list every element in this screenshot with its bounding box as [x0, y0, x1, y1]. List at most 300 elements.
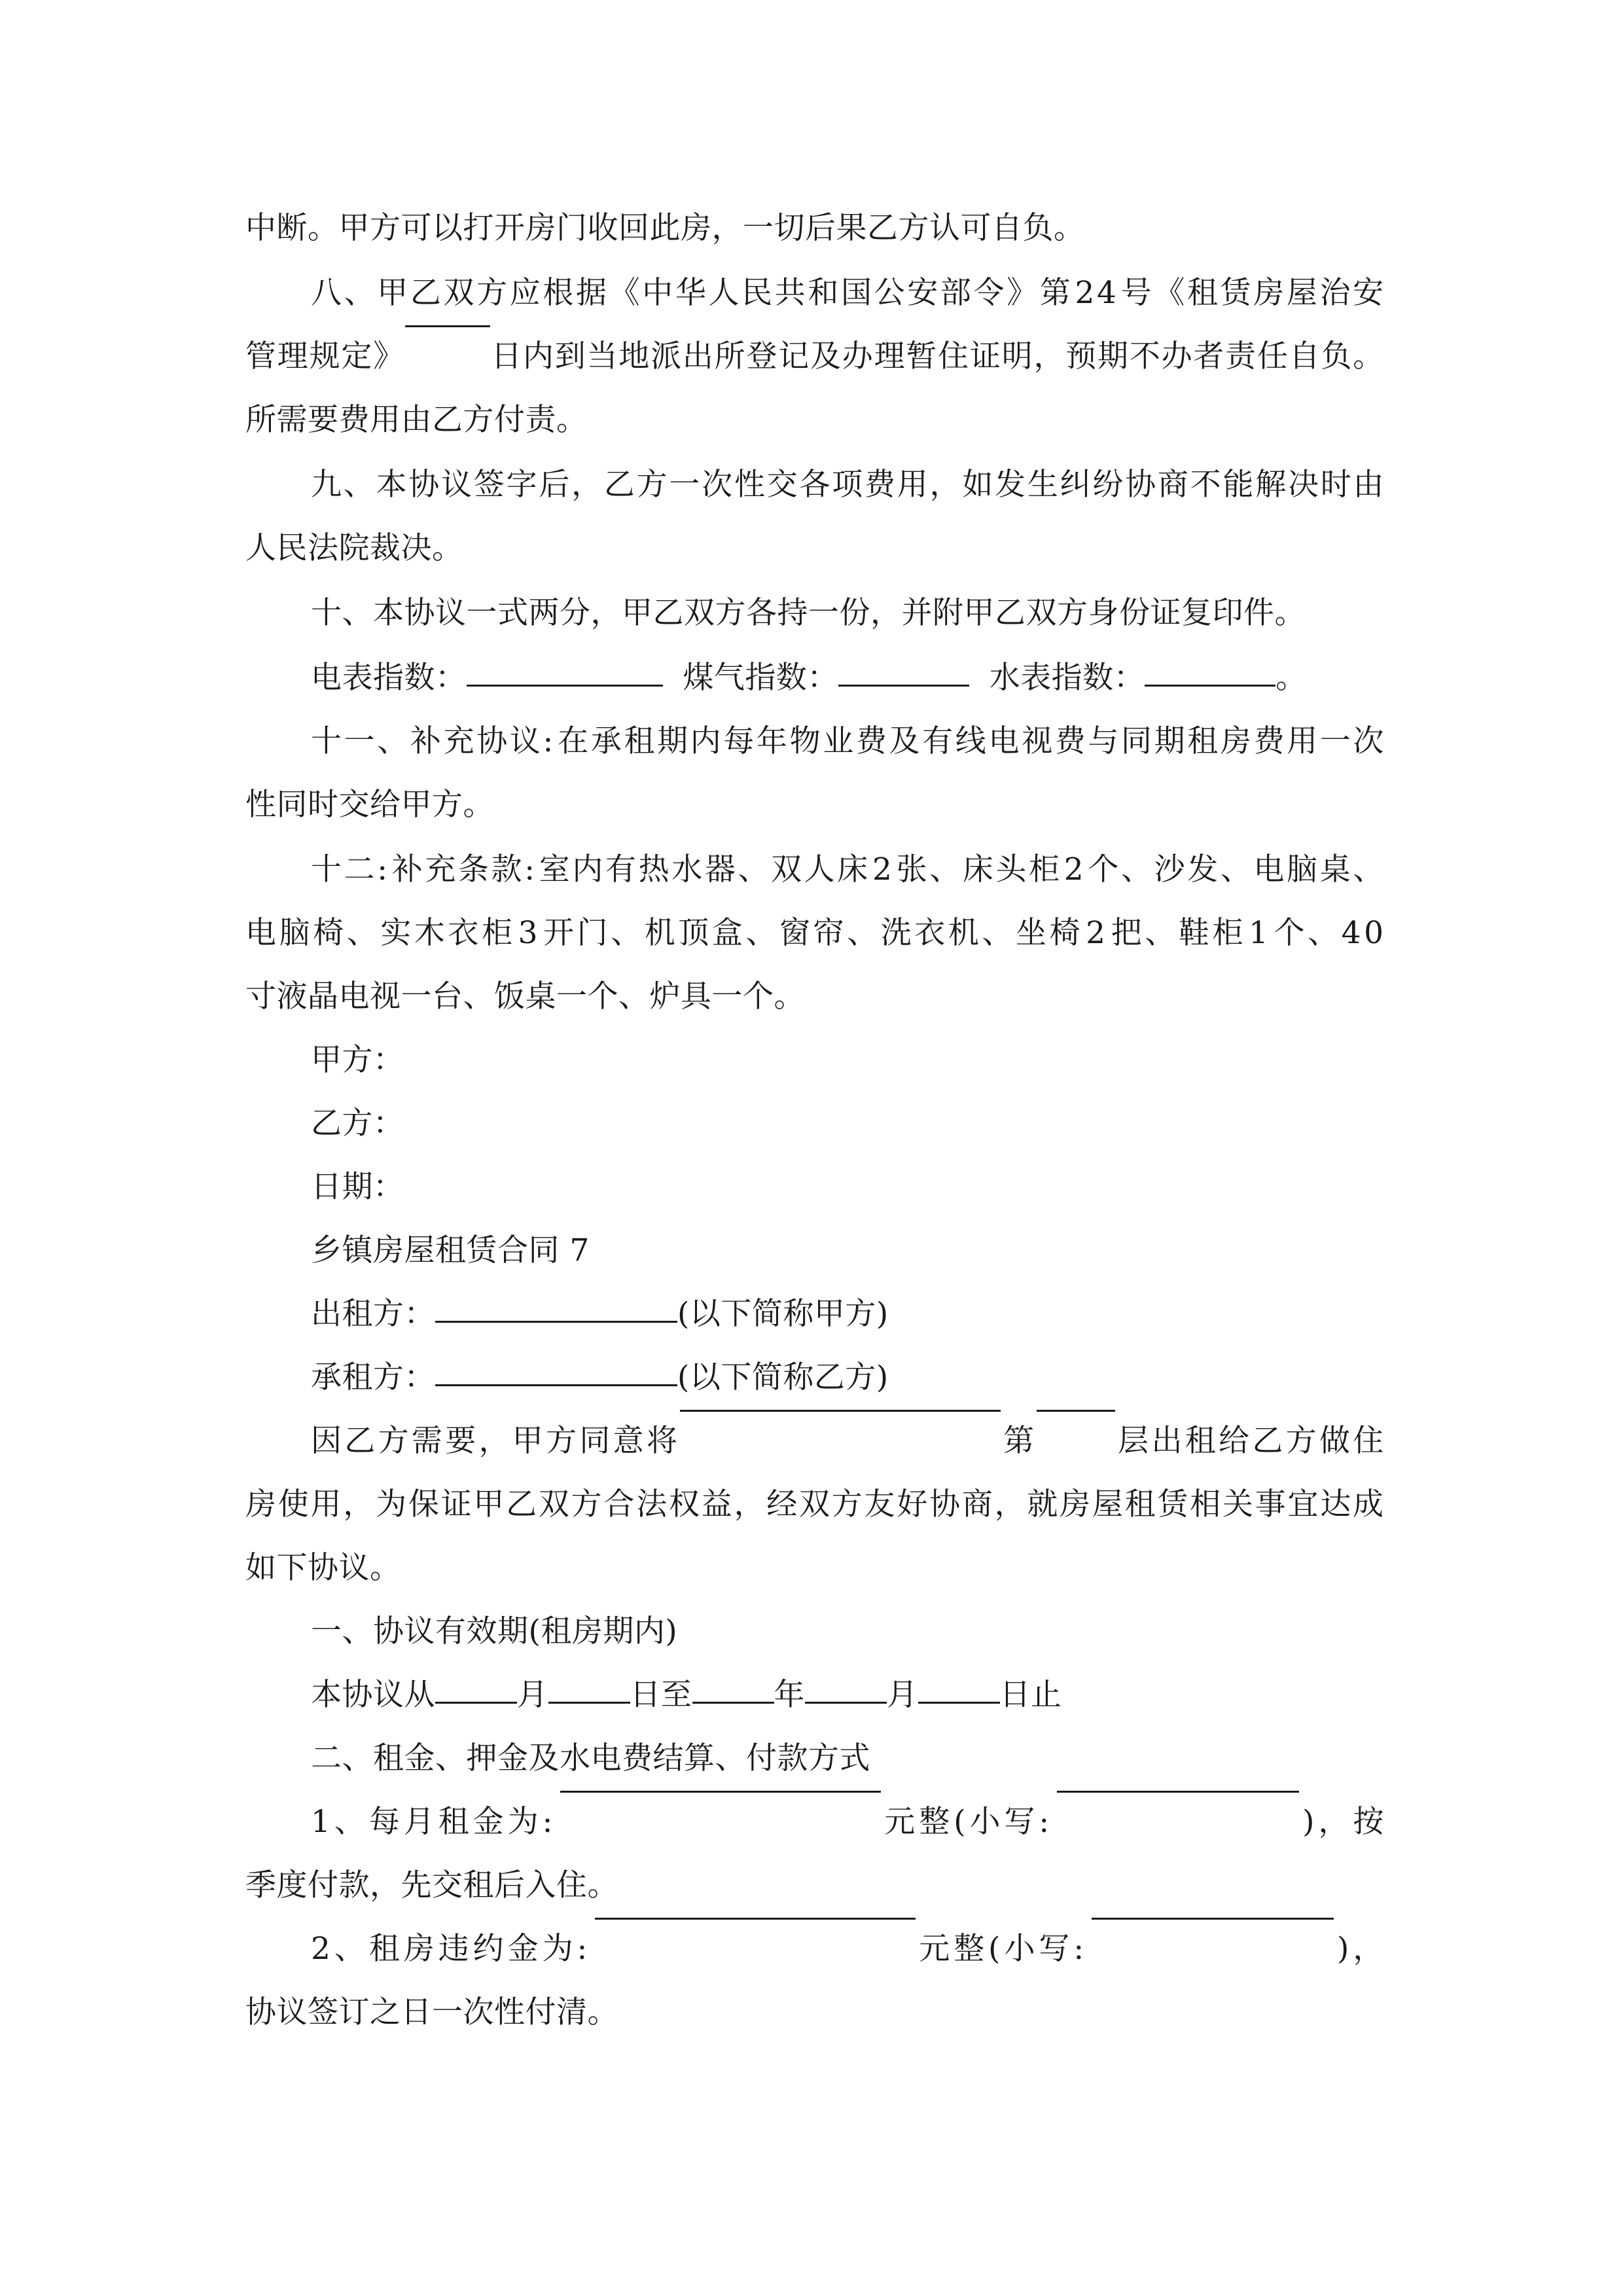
text-char: 决 [1287, 467, 1319, 503]
text-char: 内 [690, 723, 722, 759]
fill-in-blank[interactable] [435, 1320, 677, 1323]
text-char: 个 [1274, 915, 1306, 951]
fill-in-blank[interactable] [1057, 1790, 1299, 1793]
text-char: 方 [831, 1486, 863, 1522]
text-char: ( [954, 1804, 967, 1840]
text-char: 乙 [506, 1486, 537, 1522]
text-char: 2 [1063, 852, 1084, 888]
text-char: 办 [1161, 338, 1193, 374]
fill-in-blank[interactable] [435, 1384, 677, 1386]
fill-in-blank[interactable] [918, 1701, 1000, 1704]
text-char: 赁 [1220, 275, 1252, 311]
text-segment: 如下协议。 [245, 1550, 401, 1586]
text-char: 床 [837, 852, 868, 888]
text-char: 、 [982, 915, 1013, 951]
text-char: 方 [476, 275, 508, 311]
text-char: 期 [1097, 338, 1129, 374]
text-char: 租 [1185, 1423, 1217, 1459]
text-char: 2 [1075, 275, 1095, 311]
text-char: 乙 [410, 275, 442, 311]
text-char: 需 [411, 1423, 443, 1459]
text-char: 、 [1145, 915, 1176, 951]
text-char: 2 [1086, 915, 1106, 951]
text-char: 电 [1253, 852, 1285, 888]
text-char: : [542, 1804, 553, 1840]
text-char: 。 [1353, 338, 1384, 374]
text-char: 双 [443, 275, 474, 311]
text-char: 第 [1003, 1423, 1035, 1459]
text-char: 发 [1187, 852, 1219, 888]
text-char: 共 [774, 275, 806, 311]
text-line [245, 1854, 1384, 1917]
text-char: 安 [907, 275, 938, 311]
text-char: 办 [842, 338, 874, 374]
text-char: 不 [1190, 467, 1222, 503]
text-char: 本 [376, 467, 408, 503]
text-char: 洗 [880, 915, 912, 951]
text-char: 3 [518, 915, 538, 951]
fill-in-blank[interactable] [1145, 684, 1275, 687]
text-char: 柜 [1212, 915, 1243, 951]
text-segment: 本协议从 [311, 1677, 435, 1713]
fill-in-blank[interactable] [805, 1701, 887, 1704]
text-char: 自 [1289, 338, 1321, 374]
text-char: 费 [1253, 723, 1285, 759]
text-char: 按 [1353, 1804, 1384, 1840]
text-char: 《 [609, 275, 641, 311]
text-char: 到 [554, 338, 586, 374]
text-char: 热 [638, 852, 670, 888]
text-char: 据 [576, 275, 607, 311]
text-char: 签 [473, 467, 505, 503]
text-segment: 日至 [630, 1677, 692, 1713]
text-segment: 日止 [999, 1677, 1062, 1713]
text-char: 纠 [1060, 467, 1092, 503]
text-char: 、 [334, 1931, 366, 1967]
text-segment: 甲方： [311, 1042, 404, 1078]
text-char: 》 [373, 338, 404, 374]
text-char: 第 [1039, 275, 1071, 311]
text-char: 电 [988, 723, 1020, 759]
text-char: 期 [657, 723, 688, 759]
text-char: 、 [343, 467, 375, 503]
text-char: 理 [874, 338, 906, 374]
text-char: 预 [1065, 338, 1097, 374]
text-char: 意 [613, 1423, 645, 1459]
text-char: 房 [245, 1486, 277, 1522]
text-char: 为 [376, 1486, 407, 1522]
text-char: 租 [438, 1804, 470, 1840]
text-char: 方 [1285, 1423, 1317, 1459]
text-char: 整 [954, 1931, 985, 1967]
text-char: 次 [1353, 723, 1384, 759]
text-char: 八 [311, 275, 342, 311]
text-char: 有 [922, 723, 954, 759]
text-char: 国 [841, 275, 872, 311]
text-char: 个 [1088, 852, 1119, 888]
text-line [245, 1346, 1384, 1409]
text-char: 定 [341, 338, 372, 374]
text-line [245, 1600, 1384, 1663]
document-body [245, 196, 1384, 2044]
text-char: 由 [1353, 467, 1384, 503]
text-line [245, 838, 1384, 901]
fill-in-blank[interactable] [692, 1701, 774, 1704]
text-char: 实 [380, 915, 412, 951]
text-line [245, 1917, 1384, 1981]
text-char: 房 [1220, 723, 1252, 759]
text-char: 张 [896, 852, 928, 888]
text-line [245, 453, 1384, 516]
text-char: 4 [1341, 915, 1362, 951]
text-char: 、 [1220, 852, 1252, 888]
text-char: 及 [889, 723, 921, 759]
text-segment: 二、租金、押金及水电费结算、付款方式 [311, 1740, 870, 1776]
text-char: 人 [708, 275, 740, 311]
text-char: 元 [919, 1931, 950, 1967]
text-char: 》 [1007, 275, 1038, 311]
text-char: 椅 [1049, 915, 1081, 951]
text-char: 登 [746, 338, 777, 374]
text-char: 项 [832, 467, 863, 503]
fill-in-blank[interactable] [1037, 1409, 1115, 1412]
text-char: 好 [897, 1486, 928, 1522]
text-char: : [1073, 1931, 1084, 1967]
text-char: 脑 [1287, 852, 1318, 888]
text-char: 期 [1154, 723, 1186, 759]
fill-in-blank[interactable] [595, 1917, 916, 1920]
text-line [245, 646, 1384, 709]
text-char: 商 [961, 1486, 993, 1522]
text-char: 写 [1004, 1804, 1035, 1840]
text-char: 安 [1353, 275, 1384, 311]
text-char: 、 [929, 852, 961, 888]
text-segment: 日期： [311, 1169, 404, 1205]
text-char: 华 [675, 275, 707, 311]
fill-in-blank[interactable] [435, 1701, 517, 1704]
text-char: 根 [543, 275, 574, 311]
text-char: 、 [334, 1804, 366, 1840]
text-char: 充 [443, 723, 475, 759]
text-char: 保 [408, 1486, 440, 1522]
text-char: 同 [579, 1423, 611, 1459]
text-char: 令 [973, 275, 1005, 311]
text-char: 方 [546, 1423, 577, 1459]
text-char: : [524, 852, 535, 888]
text-char: 双 [538, 1486, 570, 1522]
text-line [245, 196, 1384, 260]
text-char: 整 [919, 1804, 950, 1840]
text-char: 开 [543, 915, 575, 951]
text-line [245, 388, 1384, 452]
text-char: 日 [491, 338, 522, 374]
text-char: 暂 [906, 338, 937, 374]
text-char: 出 [682, 338, 714, 374]
text-char: 号 [1120, 275, 1152, 311]
text-char: 约 [473, 1931, 505, 1967]
text-char: 经 [766, 1486, 798, 1522]
text-char: 用 [310, 1486, 342, 1522]
fill-in-blank[interactable] [467, 684, 663, 687]
text-char: 机 [948, 915, 980, 951]
text-char: 顶 [678, 915, 709, 951]
text-char: 甲 [512, 1423, 544, 1459]
text-char: 应 [509, 275, 541, 311]
fill-in-blank[interactable] [680, 1409, 1001, 1412]
text-char: 坐 [1015, 915, 1047, 951]
text-char: 记 [778, 338, 810, 374]
text-char: : [1039, 1804, 1050, 1840]
text-char: 写 [1039, 1931, 1070, 1967]
text-char: 协 [476, 723, 508, 759]
text-line [245, 325, 1384, 388]
text-char: 就 [1027, 1486, 1058, 1522]
text-char: 、 [738, 852, 769, 888]
text-char: 解 [1255, 467, 1287, 503]
text-char: 房 [1060, 1486, 1091, 1522]
text-segment: 所需要费用由乙方付责。 [245, 402, 588, 438]
text-line [245, 1473, 1384, 1536]
text-char: 柜 [481, 915, 513, 951]
text-char: 0 [1364, 915, 1384, 951]
text-char: 头 [995, 852, 1027, 888]
text-char: ， [478, 1423, 510, 1459]
text-line [245, 1282, 1384, 1346]
text-char: 电 [245, 915, 277, 951]
text-char: 租 [1186, 275, 1219, 311]
text-char: ， [343, 1486, 374, 1522]
fill-in-blank[interactable] [838, 684, 969, 687]
text-char: 责 [1225, 338, 1257, 374]
text-char: 管 [245, 338, 277, 374]
text-char: 房 [403, 1931, 435, 1967]
text-char: 证 [440, 1486, 473, 1522]
text-char: 规 [309, 338, 341, 374]
text-char: 益 [701, 1486, 733, 1522]
text-char: : [543, 723, 554, 759]
text-char: 水 [671, 852, 703, 888]
text-char: 议 [509, 723, 541, 759]
text-char: 金 [473, 1804, 505, 1840]
text-char: 线 [955, 723, 987, 759]
text-char: 议 [441, 467, 473, 503]
text-char: 双 [799, 1486, 830, 1522]
text-char: 内 [572, 852, 603, 888]
text-char: 事 [1255, 1486, 1287, 1522]
text-line [245, 709, 1384, 773]
text-char: 派 [651, 338, 682, 374]
text-char: 小 [1004, 1931, 1035, 1967]
text-char: 为 [507, 1804, 539, 1840]
text-segment: 。 [1275, 660, 1307, 696]
text-char: 乙 [1252, 1423, 1283, 1459]
text-char: 一 [1319, 723, 1351, 759]
text-char: 衣 [914, 915, 946, 951]
text-char: 成 [1353, 1486, 1384, 1522]
text-char: 甲 [377, 275, 408, 311]
text-segment: 月 [517, 1677, 548, 1713]
fill-in-blank[interactable] [1092, 1917, 1334, 1920]
text-line [245, 1790, 1384, 1854]
text-char: 每 [368, 1804, 401, 1840]
text-char: 关 [1222, 1486, 1254, 1522]
text-segment: 协议签订之日一次性付清。 [245, 1994, 618, 2030]
text-char: 合 [603, 1486, 635, 1522]
text-char: ， [1353, 1931, 1384, 1967]
text-char: 与 [1088, 723, 1119, 759]
text-char: ( [988, 1931, 1001, 1967]
text-char: 鞋 [1178, 915, 1210, 951]
text-line [245, 1155, 1384, 1219]
text-char: 条 [458, 852, 490, 888]
text-char: 负 [1321, 338, 1352, 374]
text-char: 椅 [313, 915, 344, 951]
text-char: 证 [969, 338, 1001, 374]
text-char: 2 [872, 852, 893, 888]
text-char: 帘 [813, 915, 845, 951]
text-char: 乙 [344, 1423, 376, 1459]
text-char: 治 [1319, 275, 1351, 311]
text-char: 十 [311, 723, 342, 759]
text-char: 租 [1187, 723, 1219, 759]
text-char: 使 [277, 1486, 310, 1522]
fill-in-blank[interactable] [560, 1790, 881, 1793]
text-char: 补 [391, 852, 423, 888]
text-char: 木 [414, 915, 446, 951]
text-char: 能 [1222, 467, 1254, 503]
text-char: 衣 [448, 915, 479, 951]
text-char: 租 [1124, 1486, 1156, 1522]
text-char: ， [994, 1486, 1026, 1522]
text-char: 补 [410, 723, 442, 759]
fill-in-blank[interactable] [405, 325, 490, 327]
text-char: 明 [1001, 338, 1033, 374]
text-char: 把 [1111, 915, 1143, 951]
text-line [245, 1092, 1384, 1155]
text-char: 部 [940, 275, 972, 311]
text-char: 金 [507, 1931, 539, 1967]
text-char: 租 [624, 723, 655, 759]
text-segment: 年 [774, 1677, 805, 1713]
text-char: 十 [311, 852, 342, 888]
text-char: 甲 [473, 1486, 505, 1522]
text-char: 器 [704, 852, 736, 888]
text-char: 为 [542, 1931, 574, 1967]
text-segment: 寸液晶电视一台、饭桌一个、炉具一个。 [245, 978, 805, 1014]
text-char: 字 [506, 467, 538, 503]
text-line [245, 1663, 1384, 1727]
text-char: 违 [438, 1931, 470, 1967]
text-char: 将 [646, 1423, 678, 1459]
text-char: 权 [668, 1486, 700, 1522]
text-char: 沙 [1154, 852, 1186, 888]
text-char: 屋 [1092, 1486, 1124, 1522]
text-char: 承 [590, 723, 622, 759]
text-char: 、 [611, 915, 642, 951]
text-char: 、 [847, 915, 878, 951]
text-char: 一 [669, 467, 700, 503]
text-char: 民 [741, 275, 773, 311]
text-line [245, 773, 1384, 836]
text-char: 所 [714, 338, 746, 374]
text-char: 、 [1308, 915, 1339, 951]
text-char: 同 [1121, 723, 1152, 759]
text-char: 有 [605, 852, 637, 888]
text-char: ， [1318, 1804, 1349, 1840]
text-segment: (以下简称甲方) [677, 1296, 889, 1332]
text-char: ) [1302, 1804, 1315, 1840]
text-char: 视 [1022, 723, 1053, 759]
text-char: 在 [558, 723, 589, 759]
text-char: 协 [929, 1486, 961, 1522]
text-char: 理 [277, 338, 309, 374]
text-line [245, 901, 1384, 965]
text-segment: 乙方： [311, 1105, 404, 1141]
text-char: 月 [403, 1804, 435, 1840]
text-char: 、 [344, 275, 376, 311]
text-char: 性 [734, 467, 766, 503]
text-char: 宜 [1287, 1486, 1319, 1522]
text-char: 费 [865, 467, 896, 503]
text-char: 《 [1154, 275, 1185, 311]
text-segment: 一、协议有效期(租房期内) [311, 1613, 678, 1649]
text-line [245, 516, 1384, 580]
text-segment: 季度付款，先交租后入住。 [245, 1867, 618, 1903]
text-char: 租 [368, 1931, 401, 1967]
text-segment: 中断。甲方可以打开房门收回此房，一切后果乙方认可自负。 [245, 210, 1085, 246]
text-char: 充 [425, 852, 456, 888]
text-char: 纷 [1092, 467, 1124, 503]
text-char: 做 [1319, 1423, 1351, 1459]
text-char: 盒 [711, 915, 743, 951]
text-char: ， [734, 1486, 765, 1522]
text-char: 不 [1129, 338, 1161, 374]
text-char: 每 [723, 723, 755, 759]
text-char: 、 [1121, 852, 1152, 888]
text-segment: 出租方： [311, 1296, 435, 1332]
text-char: 交 [766, 467, 798, 503]
text-line [245, 581, 1384, 645]
text-line [245, 965, 1384, 1028]
text-line [245, 1981, 1384, 2044]
text-char: 脑 [279, 915, 311, 951]
text-char: 法 [636, 1486, 668, 1522]
text-line [245, 261, 1384, 325]
text-char: 当 [586, 338, 618, 374]
text-char: ) [1337, 1931, 1349, 1967]
text-char: 柜 [1029, 852, 1060, 888]
fill-in-blank[interactable] [548, 1701, 630, 1704]
text-line [245, 1727, 1384, 1790]
text-char: 发 [995, 467, 1026, 503]
text-line [245, 1536, 1384, 1600]
text-char: ， [929, 467, 961, 503]
text-line [245, 1028, 1384, 1092]
text-char: 友 [864, 1486, 896, 1522]
text-char: 、 [346, 915, 378, 951]
text-segment: 电表指数： [311, 660, 467, 696]
text-char: 商 [1157, 467, 1189, 503]
text-char: 公 [874, 275, 906, 311]
text-char: 用 [897, 467, 929, 503]
text-segment: 煤气指数： [662, 660, 838, 696]
text-char: 人 [804, 852, 836, 888]
text-char: 方 [378, 1423, 410, 1459]
text-char: 内 [522, 338, 554, 374]
text-char: 达 [1320, 1486, 1351, 1522]
text-line [245, 1409, 1384, 1473]
text-char: 相 [1190, 1486, 1221, 1522]
